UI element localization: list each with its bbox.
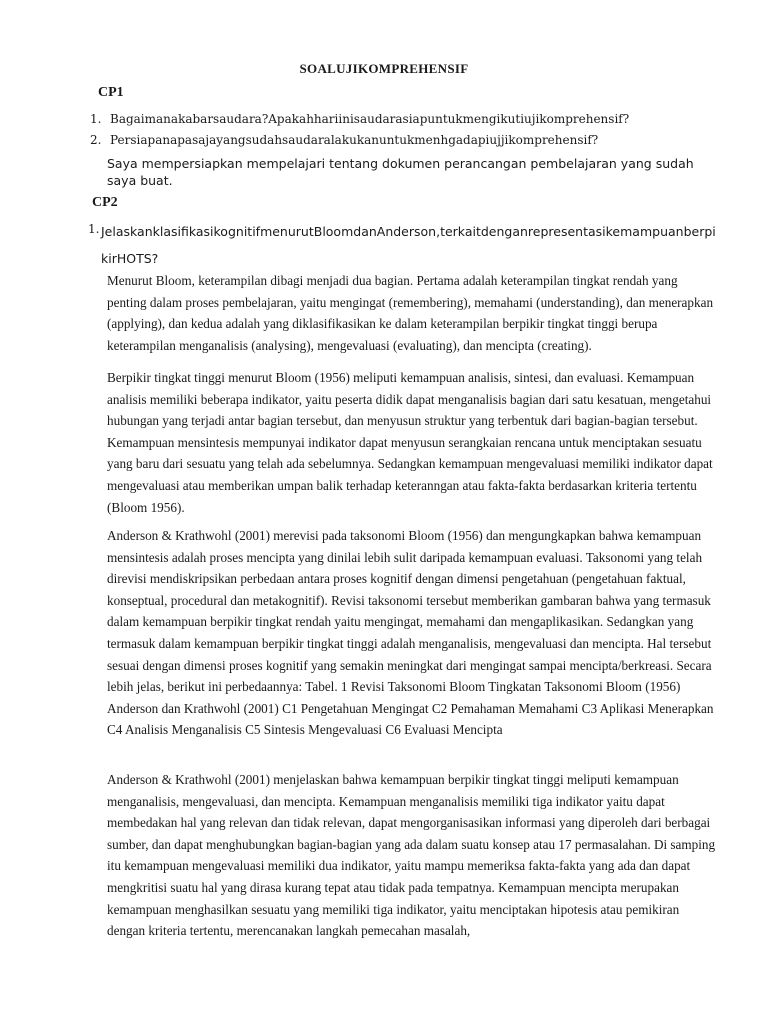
question-number: 2.	[90, 133, 102, 147]
question-number: 1.	[88, 222, 100, 236]
section-heading-cp2: CP2	[92, 195, 118, 210]
answer-text: Saya mempersiapkan mempelajari tentang dokumen perancangan pembelajaran yang sudah saya buat.	[107, 156, 694, 188]
paragraph: Anderson & Krathwohl (2001) menjelaskan bahwa kemampuan berpikir tingkat tinggi meliputi kemampuan menganalisis, mengevaluasi, dan mencipta. Kemampuan menganalisis memiliki tiga indikator yaitu dapat membedakan hal yang relevan dan tidak relevan, dapat mengorganisasikan informasi yang diperoleh dari berbagai sumber, dan dapat menghubungkan bagian-bagian yang ada dalam suatu konsep atau 17 permasalahan. Di samping itu kemampuan mengevaluasi memiliki dua indikator, yaitu mampu memeriksa fakta-fakta yang ada dan dapat mengkritisi suatu hal yang dirasa kurang tepat atau tidak pada tempatnya. Kemampuan mencipta merupakan kemampuan menghasilkan sesuatu yang memiliki tiga indikator, yaitu menciptakan hipotesis atau pemikiran dengan kriteria tertentu, merencanakan langkah pemecahan masalah,	[107, 772, 716, 939]
document-title: SOALUJIKOMPREHENSIF	[299, 61, 469, 76]
paragraph: Menurut Bloom, keterampilan dibagi menjadi dua bagian. Pertama adalah keterampilan tingkat rendah yang penting dalam proses pembelajaran, yaitu mengingat (remembering), memahami (understanding), dan menerapkan (applying), dan kedua adalah yang diklasifikasikan ke dalam keterampilan berpikir tingkat tinggi berupa keterampilan menganalisis (analysing), mengevaluasi (evaluating), dan mencipta (creating).	[107, 273, 714, 353]
section-heading-cp1: CP1	[98, 85, 124, 100]
question-text: Persiapanapasajayangsudahsaudaralakukanuntukmenhgadapiujjikomprehensif?	[110, 133, 599, 147]
paragraph: Anderson & Krathwohl (2001) merevisi pada taksonomi Bloom (1956) dan mengungkapkan bahwa kemampuan mensintesis adalah proses mencipta yang dinilai lebih sulit daripada kemampuan evaluasi. Taksonomi yang telah direvisi mendiskripsikan perbedaan antara proses kognitif dengan dimensi pengetahuan (pengetahuan faktual, konseptual, procedural dan metakognitif). Revisi taksonomi tersebut memberikan gambaran bahwa yang termasuk dalam kemampuan berpikir tingkat rendah yaitu mengingat, memahami dan mengaplikasikan. Sedangkan yang termasuk dalam kemampuan berpikir tingkat tinggi adalah menganalisis, mengevaluasi dan mencipta. Hal tersebut sesuai dengan dimensi proses kognitif yang semakin meningkat dari mengingat sampai mencipta/berkreasi. Secara lebih jelas, berikut ini perbedaannya: Tabel. 1 Revisi Taksonomi Bloom Tingkatan Taksonomi Bloom (1956) Anderson dan Krathwohl (2001) C1 Pengetahuan Mengingat C2 Pemahaman Memahami C3 Aplikasi Menerapkan C4 Analisis Menganalisis C5 Sintesis Mengevaluasi C6 Evaluasi Mencipta	[107, 528, 714, 738]
question-text: JelaskanklasifikasikognitifmenurutBloomdanAnderson,terkaitdenganrepresentasikemampuanberpikirHOTS?	[101, 224, 716, 266]
question-text: Bagaimanakabarsaudara?Apakahhariinisaudarasiapuntukmengikutiujikomprehensif?	[110, 112, 630, 126]
question-number: 1.	[90, 112, 102, 126]
paragraph: Berpikir tingkat tinggi menurut Bloom (1956) meliputi kemampuan analisis, sintesi, dan evaluasi. Kemampuan analisis memiliki beberapa indikator, yaitu peserta didik dapat menganalisis bagian dari satu kesatuan, mengetahui hubungan yang terjadi antar bagian tersebut, dan menyusun struktur yang terbentuk dari bagian-bagian tersebut. Kemampuan mensintesis mempunyai indikator dapat menyusun serangkaian rencana untuk menciptakan sesuatu yang baru dari sesuatu yang telah ada sebelumnya. Sedangkan kemampuan mengevaluasi memiliki indikator dapat mengevaluasi atau memberikan umpan balik terhadap keteranngan atau fakta-fakta berdasarkan kriteria tertentu (Bloom 1956).	[107, 370, 713, 515]
